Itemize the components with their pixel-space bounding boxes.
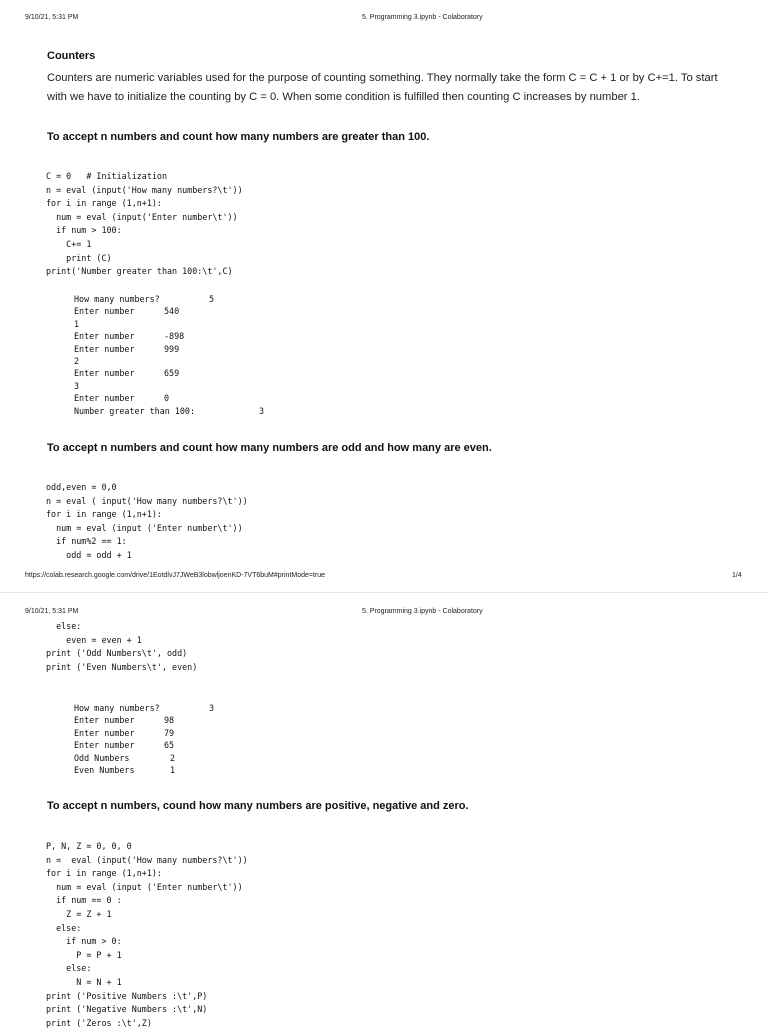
output-value: 5 — [209, 294, 215, 304]
code-line: for i in range (1,n+1): — [46, 509, 162, 520]
output-line — [74, 330, 264, 342]
code-line: P = P + 1 — [46, 949, 122, 960]
output-line — [74, 380, 264, 392]
code-line: print (C) — [46, 252, 112, 263]
code-line: P, N, Z = 0, 0, 0 — [46, 841, 132, 851]
code-line: even = even + 1 — [46, 634, 142, 645]
output-text: Enter number — [74, 368, 135, 379]
ex3-code-cell[interactable] — [46, 840, 248, 1030]
code-line: print ('Positive Numbers :\t',P) — [46, 990, 208, 1001]
code-line: Z = Z + 1 — [46, 908, 112, 919]
ex2-heading: To accept n numbers and count how many numbers are odd and how many are even. — [47, 442, 492, 454]
output-text: Enter number — [74, 306, 135, 317]
code-line: C+= 1 — [46, 238, 92, 249]
code-line: else: — [46, 621, 82, 631]
output-value: 79 — [164, 727, 175, 738]
output-value: 540 — [164, 306, 180, 317]
output-value: 3 — [259, 405, 265, 416]
output-value: 3 — [209, 703, 215, 713]
output-line — [74, 355, 264, 367]
code-line: if num == 0 : — [46, 895, 122, 906]
output-line — [74, 293, 264, 305]
output-text: Number greater than 100: — [74, 405, 196, 416]
output-line — [74, 305, 264, 317]
output-value: 0 — [164, 393, 170, 404]
code-line: C = 0 # Initialization — [46, 171, 168, 181]
output-value: 659 — [164, 368, 180, 379]
output-value: 1 — [170, 764, 176, 775]
output-value: 2 — [170, 752, 176, 763]
output-text: Enter number — [74, 331, 135, 342]
code-line: if num > 0: — [46, 936, 122, 947]
output-text: 2 — [74, 355, 80, 366]
code-line: num = eval (input('Enter number\t')) — [46, 211, 238, 222]
page2-header-datetime: 9/10/21, 5:31 PM — [25, 608, 79, 615]
output-value: 98 — [164, 715, 175, 726]
section-title: Counters — [47, 50, 96, 62]
code-line: for i in range (1,n+1): — [46, 198, 162, 209]
output-text: How many numbers? — [74, 294, 160, 304]
output-line — [74, 392, 264, 404]
code-line: print('Number greater than 100:\t',C) — [46, 266, 233, 277]
output-text: Enter number — [74, 393, 135, 404]
output-line — [74, 405, 264, 417]
code-line: n = eval (input('How many numbers?\t')) — [46, 184, 243, 195]
output-text: Enter number — [74, 740, 135, 751]
output-line — [74, 318, 264, 330]
code-line: odd = odd + 1 — [46, 549, 132, 560]
code-line: if num > 100: — [46, 225, 122, 236]
code-line: odd,even = 0,0 — [46, 482, 117, 492]
page2-header-title: 5. Programming 3.ipynb - Colaboratory — [362, 608, 483, 615]
page-divider — [0, 592, 768, 593]
output-line — [74, 752, 214, 764]
page1-footer-url: https://colab.research.google.com/drive/1EotdlvJ7JWeB3lobwljoenKD-7VT6buM#printMode=true — [25, 572, 326, 579]
output-text: 1 — [74, 318, 80, 329]
output-line — [74, 702, 214, 714]
output-line — [74, 714, 214, 726]
code-line: n = eval (input('How many numbers?\t')) — [46, 854, 248, 865]
output-text: Even Numbers — [74, 764, 135, 775]
output-text: How many numbers? — [74, 703, 160, 713]
ex1-output — [74, 293, 264, 417]
ex1-heading: To accept n numbers and count how many numbers are greater than 100. — [47, 131, 430, 143]
code-line: else: — [46, 922, 82, 933]
ex2-output — [74, 702, 214, 776]
section-paragraph: Counters are numeric variables used for the purpose of counting something. They normally take the form C = C + 1 or by C+=1. To start with we have to initialize the counting by C = 0. When some condition is fulfilled then counting C increases by number 1. — [47, 72, 718, 103]
output-line — [74, 764, 214, 776]
output-text: Enter number — [74, 343, 135, 354]
ex3-heading: To accept n numbers, cound how many numbers are positive, negative and zero. — [47, 800, 469, 812]
output-text: Enter number — [74, 727, 135, 738]
output-line — [74, 727, 214, 739]
code-line: n = eval ( input('How many numbers?\t')) — [46, 495, 248, 506]
page1-footer-page-number: 1/4 — [732, 572, 742, 579]
page1-header-datetime: 9/10/21, 5:31 PM — [25, 14, 79, 21]
page1-header-title: 5. Programming 3.ipynb - Colaboratory — [362, 14, 483, 21]
code-line: print ('Odd Numbers\t', odd) — [46, 648, 188, 659]
code-line: num = eval (input ('Enter number\t')) — [46, 522, 243, 533]
code-line: for i in range (1,n+1): — [46, 868, 162, 879]
ex1-code-cell[interactable] — [46, 170, 243, 279]
output-line — [74, 739, 214, 751]
code-line: print ('Negative Numbers :\t',N) — [46, 1004, 208, 1015]
code-line: print ('Zeros :\t',Z) — [46, 1017, 152, 1028]
output-value: 999 — [164, 343, 180, 354]
code-line: if num%2 == 1: — [46, 536, 127, 547]
ex2-code-cell-continued[interactable] — [46, 620, 197, 674]
code-line: num = eval (input ('Enter number\t')) — [46, 881, 243, 892]
output-text: Odd Numbers — [74, 752, 130, 763]
code-line: else: — [46, 963, 92, 974]
output-value: -898 — [164, 331, 185, 342]
output-text: 3 — [74, 380, 80, 391]
ex2-code-cell[interactable] — [46, 481, 248, 563]
output-text: Enter number — [74, 715, 135, 726]
output-line — [74, 343, 264, 355]
output-value: 65 — [164, 740, 175, 751]
output-line — [74, 367, 264, 379]
code-line: N = N + 1 — [46, 976, 122, 987]
code-line: print ('Even Numbers\t', even) — [46, 661, 198, 672]
